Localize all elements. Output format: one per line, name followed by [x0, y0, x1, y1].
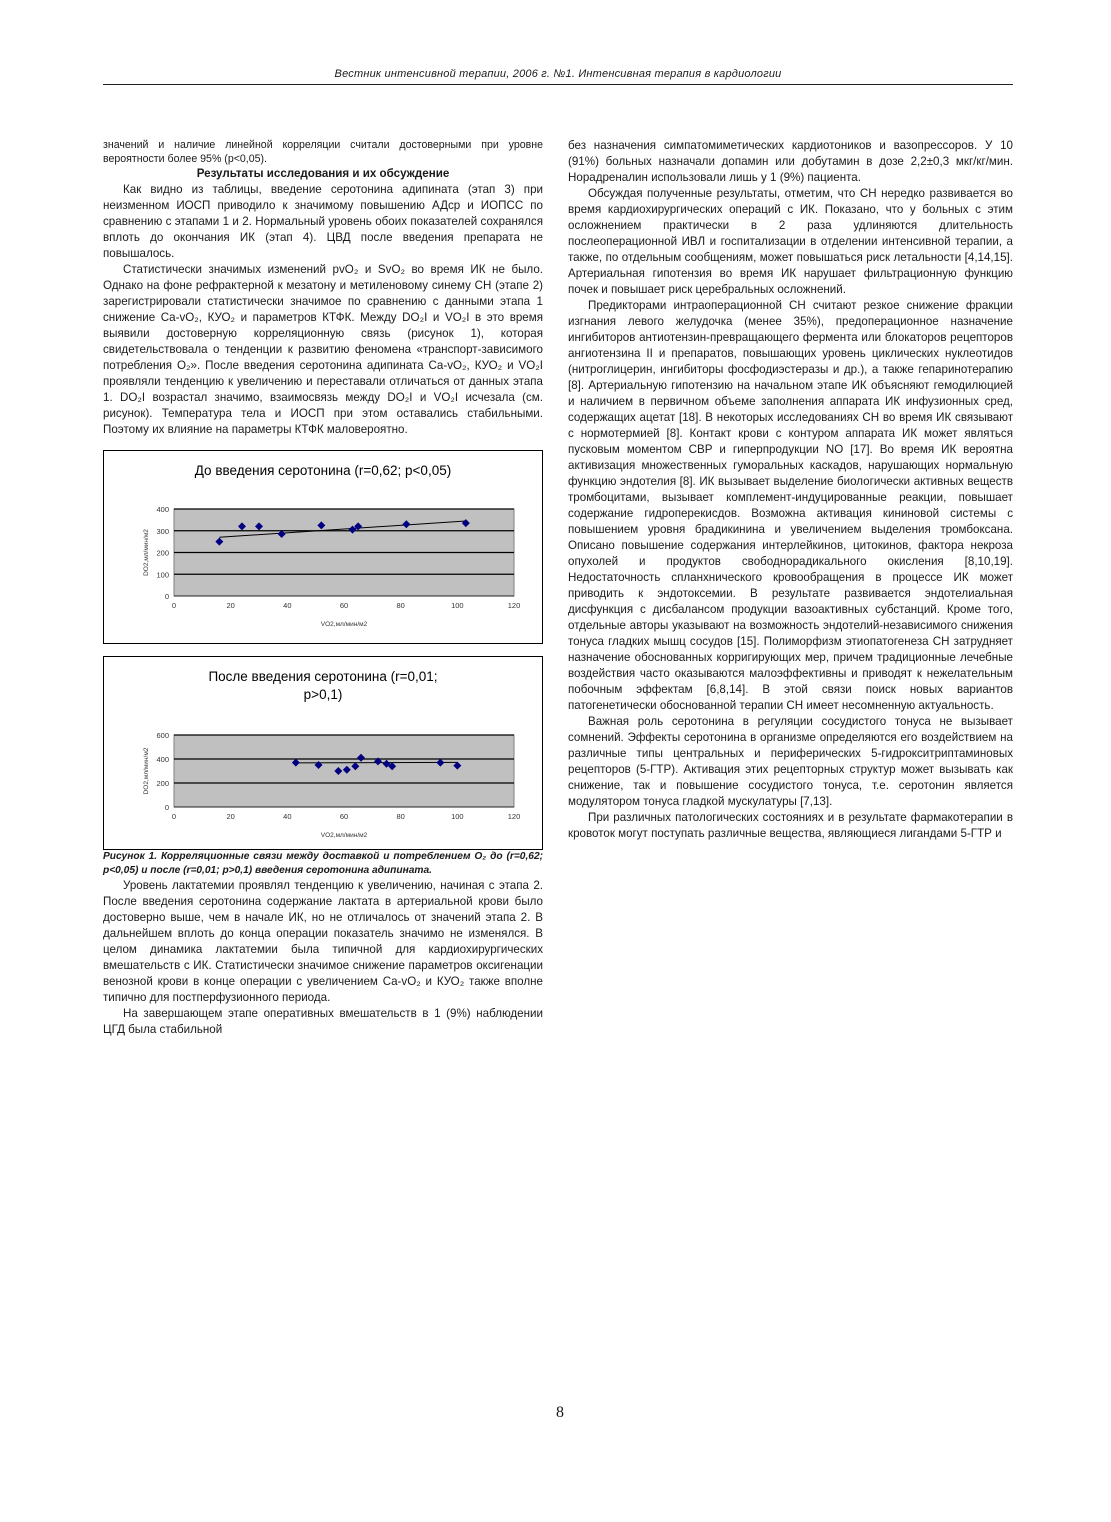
x-tick-label: 120: [507, 601, 521, 610]
section-heading: Результаты исследования и их обсуждение: [196, 167, 450, 180]
y-tick-label: 0: [164, 592, 169, 601]
intro-paragraph: значений и наличие линейной корреляции считали достоверными при уровне вероятности более 95% (p<0,05).: [103, 139, 543, 165]
right-column: [568, 138, 1013, 842]
y-tick-label: 400: [156, 505, 169, 514]
x-tick-label: 100: [451, 601, 464, 610]
y-tick-label: 0: [164, 803, 169, 812]
x-tick-label: 120: [507, 812, 521, 821]
results-paragraph-3: Уровень лактатемии проявлял тенденцию к увеличению, начиная с этапа 2. После введения серотонина содержание лактата в артериальной крови было достоверно выше, чем в начале ИК, но не отличалось от значений этапа 2. В дальнейшем вплоть до конца операции показатель значимо не изменялся. В целом динамика лактатемии была типичной для кардиохирургических вмешательств с ИК. Статистически значимое снижение параметров оксигенации венозной крови в конце операции с увеличением Ca-vO₂ и КУО₂ также вполне типично для постперфузионного периода.: [103, 879, 543, 1004]
y-axis-label: DO2,мл/мин/м2: [143, 529, 150, 576]
discussion-paragraph-4: Важная роль серотонина в регуляции сосудистого тонуса не вызывает сомнений. Эффекты серотонина в организме определяются его воздействием на различные типы центральных и периферических 5-гидрокситриптаминовых рецепторов (5-ГТР). Активация этих рецепторных структур может вызывать как снижение, так и повышение сосудистого тонуса, т.е. серотонин является модулятором тонуса гладкой мускулатуры [7,13].: [568, 715, 1013, 808]
discussion-paragraph-3: Предикторами интраоперационной СН считают резкое снижение фракции изгнания левого желудочка (менее 35%), предоперационное назначение ингибиторов антиотензин-превращающего фермента или блокаторов рецепторов ангиотензина II и препаратов, повышающих уровень циклических нуклеотидов (нитроглицерин, ингибиторы фосфодиэстеразы и др.), а также гепаринотерапию [8]. Артериальную гипотензию на начальном этапе ИК объясняют гемодилюцией и наличием в первичном объеме заполнения аппарата ИК инфузионных сред, содержащих ацетат [18]. В некоторых исследованиях СН во время ИК связывают с нормотермией [8]. Контакт крови с контуром аппарата ИК может являться пусковым моментом СВР и гиперпродукции NO [17]. Во время ИК вероятна активизация множественных гуморальных каскадов, нарушающих нормальную функцию эндотелия [8]. ИК вызывает выделение биологически активных веществ тромбоцитами, вызывает комплемент-индуцированные реакции, повышает содержание гидроперекисдов. Возможна активация кининовой системы с повышением уровня брадикинина и увеличением выделения тромбоксана. Описано повышение содержания интерлейкинов, цитокинов, фактора некроза опухолей и продуктов свободнорадикального окисления [8,10,19]. Недостаточность спланхнического кровообращения в процессе ИК может приводить к эндотоксемии. В результате развивается эндотелиальная дисфункция с дисбалансом продукции вазоактивных субстанций. Кроме того, отдельные авторы указывают на возможность эндотелий-независимого снижения тонуса гладких мышц сосудов [15]. Полиморфизм этиопатогенеза СН затрудняет назначение обоснованных корригирующих мер, причем традиционные лечебные воздействия часто оказываются малоэффективны и приводят к нежелательным побочным эффектам [6,8,14]. В этой связи поиск новых вариантов патогенетически обоснованной терапии СН имеет несомненную актуальность.: [568, 299, 1013, 712]
x-tick-label: 100: [451, 812, 464, 821]
results-paragraph-2: Статистически значимых изменений pvO₂ и SvO₂ во время ИК не было. Однако на фоне рефрактерной к мезатону и метиленовому синему СН (этапе 2) зарегистрировали статистически значимое по сравнению с данными этапа 1 снижение Ca-vO₂, КУО₂ и параметров КТФК. Между DO₂I и VO₂I в это время выявили достоверную корреляционную связь (рисунок 1), которая свидетельствовала о тенденции к развитию феномена «транспорт-зависимого потребления O₂». После введения серотонина адипината Ca-vO₂, КУО₂ и VO₂I проявляли тенденцию к увеличению и переставали отличаться от данных этапа 1. DO₂I возрастал значимо, взаимосвязь между DO₂I и VO₂I исчезала (см. рисунок). Температура тела и ИОСП при этом оставались стабильными. Поэтому их влияние на параметры КТФК маловероятно.: [103, 263, 543, 436]
x-tick-label: 0: [171, 812, 177, 821]
page-number: 8: [556, 1404, 564, 1421]
y-axis-label: DO2,мл/мин/м2: [143, 747, 150, 795]
x-tick-label: 20: [226, 812, 235, 821]
x-tick-label: 40: [283, 812, 292, 821]
y-tick-label: 100: [156, 570, 169, 580]
plot-area: [174, 735, 514, 807]
x-tick-label: 40: [283, 601, 292, 610]
y-tick-label: 600: [156, 731, 169, 740]
chart-after-serotonin: [103, 656, 543, 850]
discussion-paragraph-2: Обсуждая полученные результаты, отметим, что СН нередко развивается во время кардиохирургических операций с ИК. Показано, что у больных с этим осложнением практически в 2 раза удлиняются длительность послеоперационной ИВЛ и госпитализации в отделении интенсивной терапии, а также, по отдельным сообщениям, может повышаться риск летальности [4,14,15]. Артериальная гипотензия во время ИК нарушает фильтрационную функцию почек и повышает риск церебральных осложнений.: [568, 187, 1013, 296]
x-axis-label: VO2,мл/мин/м2: [320, 621, 368, 628]
x-tick-label: 20: [226, 601, 235, 610]
chart-after-svg: [104, 657, 542, 849]
chart-title: До введения серотонина (r=0,62; p<0,05): [194, 463, 452, 478]
discussion-paragraph-5: При различных патологических состояниях и в результате фармакотерапии в кровоток могут поступать различные вещества, являющиеся лигандами 5-ГТР и: [568, 811, 1013, 840]
x-axis-label: VO2,мл/мин/м2: [320, 832, 368, 839]
results-paragraph-4: На завершающем этапе оперативных вмешательств в 1 (9%) наблюдении ЦГД была стабильной: [103, 1007, 543, 1036]
x-tick-label: 80: [396, 601, 405, 610]
chart-before-svg: [104, 451, 542, 643]
y-tick-label: 300: [156, 526, 169, 536]
figure-caption: Рисунок 1. Корреляционные связи между доставкой и потреблением O₂ до (r=0,62; p<0,05) и после (r=0,01; p>0,1) введения серотонина адипината.: [103, 851, 543, 876]
y-tick-label: 400: [156, 755, 169, 764]
running-header: Вестник интенсивной терапии, 2006 г. №1. Интенсивная терапия в кардиологии: [334, 68, 782, 80]
y-tick-label: 200: [156, 779, 169, 788]
chart-title-line-1: После введения серотонина (r=0,01;: [208, 669, 438, 684]
x-tick-label: 80: [396, 812, 405, 821]
header-rule: [103, 84, 1013, 85]
x-tick-label: 60: [339, 601, 349, 610]
chart-before-serotonin: [103, 450, 543, 644]
y-tick-label: 200: [156, 548, 169, 558]
x-tick-label: 0: [171, 601, 177, 610]
results-paragraph-1: Как видно из таблицы, введение серотонина адипината (этап 3) при неизменном ИОСП приводило к значимому повышению АДср и ИОПСС по сравнению с этапами 1 и 2. Нормальный уровень обоих показателей сохранялся вплоть до окончания ИК (этап 4). ЦВД после введения препарата не повышалось.: [103, 183, 543, 260]
left-column: [103, 138, 543, 1038]
x-tick-label: 60: [339, 812, 349, 821]
chart-title-line-2: p>0,1): [303, 687, 343, 702]
discussion-paragraph-1: без назначения симпатомиметических кардиотоников и вазопрессоров. У 10 (91%) больных назначали допамин или добутамин в дозе 2,2±0,3 мкг/кг/мин. Норадреналин использовали лишь у 1 (9%) пациента.: [568, 139, 1013, 184]
